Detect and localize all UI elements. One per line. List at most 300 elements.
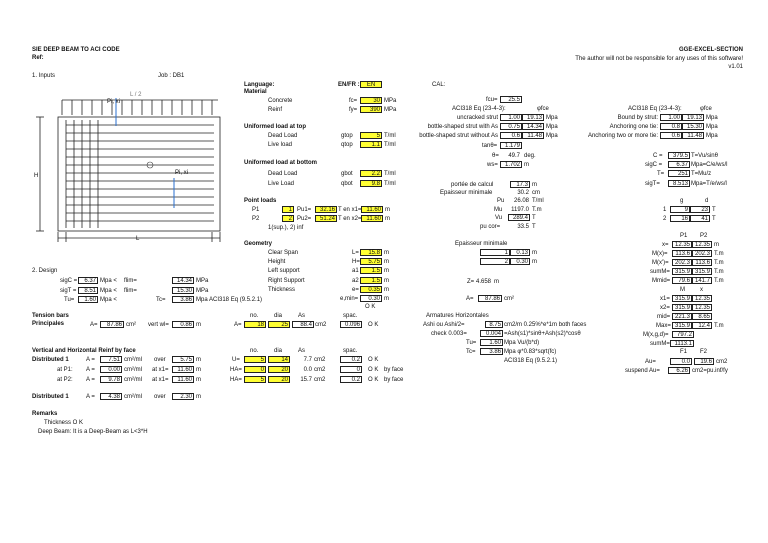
dist-a-value: 7.51 xyxy=(100,356,122,363)
vh-heading: Vertical and Horizontal Reinf by face xyxy=(32,348,136,354)
ep-min-2-c: 2 xyxy=(480,258,510,265)
mid-row-a: 221.3 xyxy=(672,313,692,320)
pucor-unit: T xyxy=(532,224,536,230)
fy-input[interactable]: 390 xyxy=(360,106,382,113)
strut-bottle-unit: Mpa xyxy=(546,133,558,139)
bottom-live-input[interactable]: 9.8 xyxy=(360,180,382,187)
vh-row1-label: U= xyxy=(232,357,240,363)
figure-label-ratio: L / 2 xyxy=(130,92,142,98)
design-tc-value: 3.86 xyxy=(172,296,194,303)
vert-wl-value: 0.86 xyxy=(172,321,194,328)
thickness-unit: m xyxy=(384,287,389,293)
tension-no-input[interactable]: 18 xyxy=(244,321,266,328)
mx2-row-unit: T.m xyxy=(714,260,724,266)
max-row-unit: T.m xyxy=(714,323,724,329)
pu-unit: T/ml xyxy=(532,198,544,204)
aci-label-1: ACI318 Eq (23-4-3): xyxy=(452,106,506,112)
c-value: 379.5 xyxy=(668,152,690,159)
inputs-heading: 1. Inputs xyxy=(32,73,56,79)
mx-row-unit: T.m xyxy=(714,251,724,257)
vh-row3-dia-input[interactable]: 20 xyxy=(268,376,290,383)
span-input[interactable]: 15.8 xyxy=(360,249,382,256)
arm-tc-label: Tc= xyxy=(466,349,476,355)
anchor-two-unit: Mpa xyxy=(706,133,718,139)
dist2-a-label: A = xyxy=(86,394,95,400)
top-live-unit: T/ml xyxy=(384,142,396,148)
emin-sym: e,min= xyxy=(340,296,359,302)
top-live-sym: qtop xyxy=(341,142,353,148)
at-x2-label: at x1= xyxy=(152,377,169,383)
remark-deep-beam: Deep Beam: It is a Deep-Beam as L<3*H xyxy=(38,429,148,435)
as-value: 87.86 xyxy=(478,295,502,302)
dist-over-unit: m xyxy=(196,357,201,363)
as-label: A= xyxy=(466,296,474,302)
vh-row3-spac: 0.2 xyxy=(340,376,362,383)
x1-label: T en x1= xyxy=(338,207,362,213)
arm-tc-value: 3.86 xyxy=(480,348,503,355)
mx2-row-label: M(x')= xyxy=(652,260,669,266)
tension-a-unit: cm² xyxy=(126,322,136,328)
ep-min-2-d: 0.30 xyxy=(510,258,530,265)
strut-bottle-b: 11.48 xyxy=(522,132,544,139)
dist-over-label: over xyxy=(154,357,166,363)
flim2-value: 15.30 xyxy=(172,287,194,294)
mx-row-a: 113.6 xyxy=(672,250,692,257)
fc-label: fc= xyxy=(349,98,358,104)
vh-row3-unit: cm2 xyxy=(314,377,326,383)
lang-code-label: EN/FR : xyxy=(338,82,360,88)
mmid-row-a: 79.6 xyxy=(672,277,692,284)
gd-row1-unit: T xyxy=(712,207,716,213)
thickness-sym: e= xyxy=(352,287,359,293)
thickness-input[interactable]: 0.35 xyxy=(360,286,382,293)
ep-min-2-d-unit: m xyxy=(532,259,537,265)
vh-row2-label: HA= xyxy=(230,367,242,373)
dist2-over-unit: m xyxy=(196,394,201,400)
at-p1-a-label: A = xyxy=(86,367,95,373)
x-header: x xyxy=(700,287,703,293)
x-row-a: 12.35 xyxy=(672,241,692,248)
x-row-b: 12.35 xyxy=(692,241,712,248)
left-support-input[interactable]: 1.5 xyxy=(360,267,382,274)
design-tc-unit: Mpa ACI318 Eq (9.5.2.1) xyxy=(196,297,263,303)
tension-dia-input[interactable]: 25 xyxy=(268,321,290,328)
span-label: Clear Span xyxy=(268,250,299,256)
c-note: T=Vu/sinθ xyxy=(691,153,718,159)
tan-theta-label: tanθ= xyxy=(482,143,498,149)
strut-bottle-as-b: 14.34 xyxy=(522,123,544,130)
arm-tc-note: Mpa φ*0.83*sqrt(fc) xyxy=(504,349,557,355)
bottom-dead-sym: gbot xyxy=(341,171,353,177)
tension-spac-value: 0.096 xyxy=(340,321,362,328)
tension-ok: O K xyxy=(368,322,379,328)
t-note: T=Mu/z xyxy=(691,171,712,177)
arm-tu-note: Mpa Vu/(b*d) xyxy=(504,340,540,346)
fc-input[interactable]: 30 xyxy=(360,97,382,104)
vh-row2-extra: by face xyxy=(384,367,404,373)
strut-uncracked-a: 1.00 xyxy=(500,114,522,121)
pu-label: Pu xyxy=(497,198,505,204)
summ2-value: 1113.1 xyxy=(670,340,694,347)
gd-row1-key: 1 xyxy=(663,207,667,213)
strut-bottle-as-label: bottle-shaped strut with As xyxy=(427,124,498,130)
design-sigc-label: sigC = xyxy=(60,278,78,284)
brand: GGE-EXCEL-SECTION xyxy=(678,47,743,53)
anchor-one-a: 0.8 xyxy=(660,123,682,130)
bound-strut-b: 19.13 xyxy=(682,114,704,121)
vh-row1-no-input[interactable]: 5 xyxy=(244,356,266,363)
tension-spac-header: spac. xyxy=(343,313,358,319)
sigt-right-label: sigT= xyxy=(645,181,660,187)
z-label: Z= xyxy=(467,279,475,285)
gd-row2-d: 41 xyxy=(690,215,710,222)
d-header: d xyxy=(705,198,709,204)
f2-header: F2 xyxy=(700,349,708,355)
pu1-label: Pu1= xyxy=(297,207,312,213)
vert-wl-unit: m xyxy=(196,322,201,328)
tension-as-header: As xyxy=(298,313,306,319)
pucor-value: 33.5 xyxy=(517,224,529,230)
vh-row3-extra: by face xyxy=(384,377,404,383)
left-support-sym: a1 xyxy=(352,268,359,274)
s2-row-a: 315.9 xyxy=(672,304,692,311)
top-live-label: Live load xyxy=(268,142,293,148)
figure-label-height: H xyxy=(34,173,39,179)
figure-label-top-load: Pi, xi xyxy=(107,99,121,105)
mu-value: 1197.0 xyxy=(511,207,529,213)
fy-label: fy= xyxy=(349,107,358,113)
p2-header: P2 xyxy=(700,233,708,239)
mx2-row-b: 113.6 xyxy=(692,259,712,266)
language-label: Language: xyxy=(244,82,275,88)
vh-row2-as: 0.0 xyxy=(303,367,312,373)
arm-heading: Armatures Horizontales xyxy=(426,313,489,319)
anchor-two-b: 11.48 xyxy=(682,132,704,139)
s2-row-b: 12.35 xyxy=(692,304,712,311)
doc-title: SIE DEEP BEAM TO ACI CODE xyxy=(32,47,120,53)
flim2-label: flim= xyxy=(124,288,137,294)
max-row-b: 12.4 xyxy=(692,322,712,329)
vh-as-header: As xyxy=(298,348,306,354)
fcu-label: fcu= xyxy=(486,97,498,103)
bound-strut-a: 1.00 xyxy=(660,114,682,121)
flim1-unit: MPa xyxy=(196,278,209,284)
gd-row2-key: 2 xyxy=(663,216,667,222)
remarks-heading: Remarks xyxy=(32,411,58,417)
bottom-load-heading: Uniformed load at bottom xyxy=(244,160,317,166)
dist2-over-value: 2.30 xyxy=(172,393,194,400)
suspend-au-value: 6.26 xyxy=(668,367,690,374)
check-label: check 0.003= xyxy=(431,331,467,337)
pu-value: 26.08 xyxy=(513,198,529,204)
g-header: g xyxy=(680,198,684,204)
ws-unit: m xyxy=(524,162,529,168)
mxgd-label: M(x,g,d)= xyxy=(643,332,669,338)
distributed-2-label: Distributed 1 xyxy=(32,394,69,400)
top-dead-input[interactable]: 5 xyxy=(360,132,382,139)
summ-row-label: sumM= xyxy=(650,269,670,275)
summ-row-unit: T.m xyxy=(714,269,724,275)
summ-row-a: 315.9 xyxy=(672,268,692,275)
s1-row-b: 12.35 xyxy=(692,295,712,302)
check-value: 0.004 xyxy=(480,330,503,337)
mu-unit: T.m xyxy=(532,207,542,213)
tension-row-label: A= xyxy=(234,322,242,328)
at-p2-a-label: A = xyxy=(86,377,95,383)
design-sigc-unit: Mpa < xyxy=(100,278,117,284)
strut-bottle-as-unit: Mpa xyxy=(546,124,558,130)
z-unit: m xyxy=(494,279,499,285)
at-x1-label: at x1= xyxy=(152,367,169,373)
p1-label: P1 xyxy=(252,207,260,213)
portee-label: portée de calcul xyxy=(451,182,494,188)
vh-row3-as: 15.7 xyxy=(300,377,312,383)
dist2-over-label: over xyxy=(154,394,166,400)
concrete-label: Concrete xyxy=(268,98,293,104)
theta-label: θ= xyxy=(492,153,499,159)
vh-row3-ok: O K xyxy=(368,377,379,383)
gd-row2-g: 16 xyxy=(670,215,690,222)
t-value: 251 xyxy=(668,170,690,177)
ws-label: ws= xyxy=(487,162,498,168)
ep-min-2-label: Epaisseur minimale xyxy=(455,241,508,247)
vh-row1-unit: cm2 xyxy=(314,357,326,363)
point-loads-heading: Point loads xyxy=(244,198,277,204)
material-heading: Material xyxy=(244,89,267,95)
mx-row-b: 202.3 xyxy=(692,250,712,257)
mxgd-value: 797.2 xyxy=(672,331,694,338)
anchor-one-b: 15.30 xyxy=(682,123,704,130)
anchor-two-a: 0.6 xyxy=(660,132,682,139)
phi-label-1: φfce xyxy=(537,106,549,112)
p1-input[interactable]: 1 xyxy=(282,206,294,213)
strut-uncracked-unit: Mpa xyxy=(546,115,558,121)
as-unit: cm² xyxy=(504,296,514,302)
tension-a-label: A= xyxy=(90,322,98,328)
at-p1-value: 0.00 xyxy=(100,366,122,373)
x2-input[interactable]: 11.60 xyxy=(361,215,383,222)
ep-min-unit: cm xyxy=(532,190,540,196)
vh-row2-no-input[interactable]: 0 xyxy=(244,366,266,373)
check-note: =Ash(s1)*sinθ+Ash(s2)*cosθ xyxy=(504,331,581,337)
at-p1-unit: cm²/ml xyxy=(124,367,142,373)
z-value: 4.658 xyxy=(476,279,492,285)
strut-uncracked-label: uncracked strut xyxy=(456,115,498,121)
design-tu-label: Tu= xyxy=(64,297,75,303)
top-dead-sym: gtop xyxy=(341,133,353,139)
vh-row1-spac: 0.2 xyxy=(340,356,362,363)
mmid-row-label: Mmid= xyxy=(652,278,671,284)
strut-bottle-a: 0.6 xyxy=(500,132,522,139)
height-sym: H= xyxy=(352,259,360,265)
summ2-label: sumM= xyxy=(650,341,670,347)
ashi-label: Ashi ou Ashi/2= xyxy=(423,322,465,328)
bottom-dead-input[interactable]: 2.2 xyxy=(360,170,382,177)
vu-value: 289.4 xyxy=(508,214,530,221)
vh-row1-as: 7.7 xyxy=(303,357,312,363)
vh-row1-dia-input[interactable]: 14 xyxy=(268,356,290,363)
anchor-one-unit: Mpa xyxy=(706,124,718,130)
design-heading: 2. Design xyxy=(32,268,58,274)
geometry-ok: O K xyxy=(365,304,376,310)
disclaimer: The author will not be responsible for any uses of this software! xyxy=(575,56,743,62)
pu1-input[interactable]: 32.16 xyxy=(315,206,337,213)
left-support-label: Left support xyxy=(268,268,300,274)
bottom-dead-label: Dead Load xyxy=(268,171,298,177)
au-label: Au= xyxy=(645,359,656,365)
dist2-a-value: 4.38 xyxy=(100,393,122,400)
vert-wl-label: vert wl= xyxy=(148,322,169,328)
remark-thickness: Thickness O K xyxy=(44,420,84,426)
fcu-value: 25.5 xyxy=(500,96,522,103)
ep-min-2-b: 0.13 xyxy=(510,249,530,256)
ashi-note: cm2/m 0.25%*e*1m both faces xyxy=(504,322,587,328)
bottom-live-sym: qbot xyxy=(341,181,353,187)
top-live-input[interactable]: 1.1 xyxy=(360,141,382,148)
principal-label: Principales xyxy=(32,321,65,327)
left-support-unit: m xyxy=(384,268,389,274)
flim2-unit: MPa xyxy=(196,288,209,294)
geometry-heading: Geometry xyxy=(244,241,273,247)
flim1-value: 14.34 xyxy=(172,277,194,284)
c-label: C = xyxy=(653,153,663,159)
bottom-live-label: Live Load xyxy=(268,181,295,187)
at-p2-label: at P2: xyxy=(57,377,73,383)
theta-unit: deg. xyxy=(524,153,536,159)
bottom-live-unit: T/ml xyxy=(384,181,396,187)
aci-label-2: ACI318 Eq (23-4-3): xyxy=(628,106,682,112)
design-sigc-value: 6.37 xyxy=(78,277,98,284)
sigc-right-value: 6.37 xyxy=(668,161,690,168)
fc-unit: MPa xyxy=(384,98,397,104)
doc-ref: Ref: xyxy=(32,55,44,61)
ashi-value: 8.75 xyxy=(485,321,503,328)
ep-min-label: Epaisseur minimale xyxy=(440,190,493,196)
strut-bottle-label: bottle-shaped strut without As xyxy=(419,133,498,139)
m-header: M xyxy=(680,287,685,293)
right-support-unit: m xyxy=(384,278,389,284)
language-input[interactable]: EN xyxy=(360,81,382,88)
x-row-label: x= xyxy=(662,242,669,248)
anchor-one-label: Anchoring one tie: xyxy=(609,124,658,130)
max-row-label: Max= xyxy=(656,323,671,329)
at-x1-value: 11.60 xyxy=(172,366,194,373)
at-x2-value: 11.60 xyxy=(172,376,194,383)
figure-label-bottom-load: Pi, xi xyxy=(175,170,189,176)
at-p2-value: 9.78 xyxy=(100,376,122,383)
vu-label: Vu xyxy=(495,215,503,221)
sigc-right-label: sigC = xyxy=(645,162,663,168)
ep-min-value: 30.2 xyxy=(517,190,529,196)
at-p2-unit: cm²/ml xyxy=(124,377,142,383)
arm-aci: ACI318 Eq (9.5.2.1) xyxy=(504,358,558,364)
design-tc-label: Tc= xyxy=(156,297,166,303)
mmid-row-unit: T.m xyxy=(714,278,724,284)
tan-theta-value: 1.179 xyxy=(500,142,522,149)
dist2-a-unit: cm²/ml xyxy=(124,394,142,400)
s1-row-label: x1= xyxy=(660,296,670,302)
vh-spac-header: spac. xyxy=(343,348,358,354)
vh-dia-header: dia xyxy=(274,348,283,354)
strut-bottle-as-a: 0.75 xyxy=(500,123,522,130)
vu-unit: T xyxy=(532,215,536,221)
s2-row-label: x2= xyxy=(660,305,670,311)
mu-label: Mu xyxy=(494,207,503,213)
vh-row1-ok: O K xyxy=(368,357,379,363)
portee-unit: m xyxy=(532,182,537,188)
mx2-row-a: 202.3 xyxy=(672,259,692,266)
pu2-input[interactable]: 51.24 xyxy=(315,215,337,222)
x-row-unit: m xyxy=(714,242,719,248)
s1-row-a: 315.9 xyxy=(672,295,692,302)
mmid-row-b: 141.7 xyxy=(692,277,712,284)
vh-row2-ok: O K xyxy=(368,367,379,373)
emin-value: 0.30 xyxy=(360,295,382,302)
right-support-sym: a2 xyxy=(352,278,359,284)
top-dead-unit: T/ml xyxy=(384,133,396,139)
gd-row1-g: 9 xyxy=(670,206,690,213)
summ-row-b: 315.9 xyxy=(692,268,712,275)
vh-row2-unit: cm2 xyxy=(314,367,326,373)
ep-min-2-a: 1 xyxy=(480,249,510,256)
vh-no-header: no. xyxy=(250,348,259,354)
mx-row-label: M(x)= xyxy=(652,251,668,257)
dist-a-unit: cm²/ml xyxy=(124,357,142,363)
tension-heading: Tension bars xyxy=(32,313,69,319)
ep-min-2-b-unit: m xyxy=(532,250,537,256)
right-support-input[interactable]: 1.5 xyxy=(360,277,382,284)
x1-unit: m xyxy=(385,207,390,213)
right-support-label: Right Support xyxy=(268,278,305,284)
p2-input[interactable]: 2 xyxy=(282,215,294,222)
span-unit: m xyxy=(384,250,389,256)
thickness-label: Thickness xyxy=(268,287,296,293)
vh-row2-spac: 0 xyxy=(340,366,362,373)
au-f2: 19.6 xyxy=(694,358,714,365)
design-tu-unit: Mpa < xyxy=(100,297,117,303)
dist-a-label: A = xyxy=(86,357,95,363)
p1-header: P1 xyxy=(680,233,688,239)
x2-label: T en x2= xyxy=(338,216,362,222)
phi-label-2: φfce xyxy=(700,106,712,112)
tension-no-header: no. xyxy=(250,313,259,319)
height-unit: m xyxy=(384,259,389,265)
portee-value: 17.3 xyxy=(510,181,530,188)
deep-beam-figure xyxy=(0,0,230,250)
ws-value: 1.702 xyxy=(500,161,522,168)
vh-row2-dia-input[interactable]: 20 xyxy=(268,366,290,373)
x1-input[interactable]: 11.60 xyxy=(361,206,383,213)
design-sigt-unit: Mpa < xyxy=(100,288,117,294)
distributed-label: Distributed 1 xyxy=(32,357,69,363)
t-label: T= xyxy=(657,171,665,177)
flim1-label: flim= xyxy=(124,278,137,284)
pucor-label: pu cor= xyxy=(480,224,501,230)
bound-strut-unit: Mpa xyxy=(706,115,718,121)
bottom-dead-unit: T/ml xyxy=(384,171,396,177)
sigc-right-note: Mpa=C/e/ws/l xyxy=(691,162,728,168)
design-sigt-value: 8.51 xyxy=(78,287,98,294)
vh-row3-no-input[interactable]: 5 xyxy=(244,376,266,383)
height-input[interactable]: 5.75 xyxy=(360,258,382,265)
suspend-au-label: suspend Au= xyxy=(625,368,660,374)
vh-row3-label: HA= xyxy=(230,377,242,383)
tension-dia-header: dia xyxy=(274,313,283,319)
pu2-label: Pu2= xyxy=(297,216,312,222)
height-label: Height xyxy=(268,259,286,265)
gd-row2-unit: T xyxy=(712,216,716,222)
max-row-a: 315.9 xyxy=(672,322,692,329)
